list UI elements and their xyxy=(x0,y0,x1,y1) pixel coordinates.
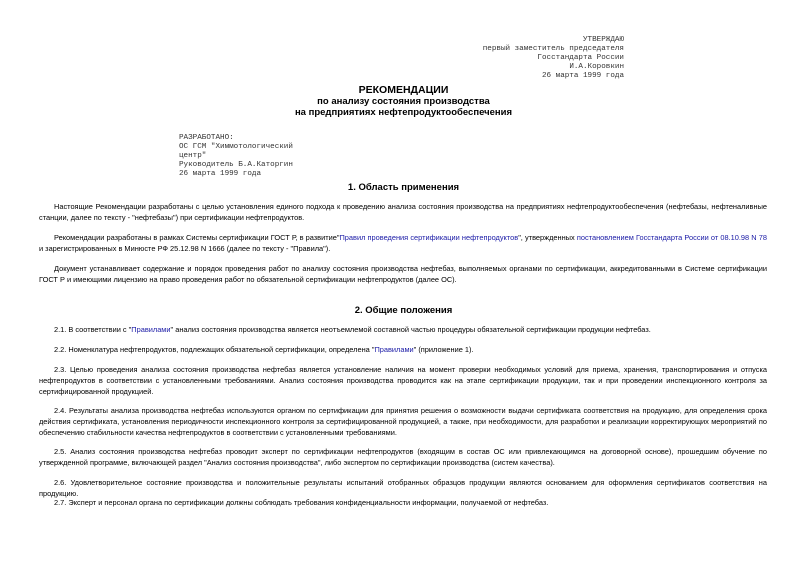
rules-link[interactable]: Правил проведения сертификации нефтепродуктов xyxy=(339,233,519,242)
developer-line: Руководитель Б.А.Каторгин xyxy=(179,161,293,169)
section-heading: 1. Область применения xyxy=(347,182,460,193)
paragraph-text: и зарегистрированных в Минюсте РФ 25.12.98 N 1666 (далее по тексту - "Правила"). xyxy=(39,244,331,253)
rules-link[interactable]: Правилами xyxy=(131,325,171,334)
paragraph-text: 2.1. В соответствии с " xyxy=(54,325,132,334)
title-line: по анализу состояния производства xyxy=(317,96,490,107)
paragraph xyxy=(39,232,767,254)
approval-line: первый заместитель председателя xyxy=(482,45,624,53)
resolution-link[interactable]: постановлением Госстандарта России от 08.10.98 N 78 xyxy=(576,233,767,242)
paragraph: 2.6. Удовлетворительное состояние производства и положительные результаты испытаний отобранных образцов продукции являются основанием для оформления сертификатов соответствия на продукцию. xyxy=(39,478,767,498)
developer-line: 26 марта 1999 года xyxy=(179,170,262,178)
paragraph-text: ", утвержденных xyxy=(518,233,577,242)
approval-line: Госстандарта России xyxy=(537,54,624,62)
paragraph: Документ устанавливает содержание и порядок проведения работ по анализу состояния производства нефтебаз, выполняемых органами по сертификации, аккредитованными в Системе сертификации ГОСТ Р и имеющими лицензию на право проведения работ по обязательной сертификации нефтепродуктов (далее ОС). xyxy=(39,264,767,284)
paragraph: Настоящие Рекомендации разработаны с целью установления единого подхода к проведению анализа состояния производства на предприятиях нефтепродуктообеспечения (нефтебазы, нефтеналивные станции, далее по тексту - "нефтебазы") при сертификации нефтепродуктов. xyxy=(39,202,767,222)
paragraph-text: 2.2. Номенклатура нефтепродуктов, подлежащих обязательной сертификации, определена " xyxy=(54,345,375,354)
paragraph: 2.3. Целью проведения анализа состояния производства нефтебаз является установление наличия на момент проверки необходимых условий для приема, хранения, транспортирования и отпуска нефтепродуктов в соответствии с установленными требованиями. Анализ состояния производства проводится как на этапе сертификации продукции, так и при проведении инспекционного контроля за сертифицированной продукцией. xyxy=(39,365,767,396)
developer-line: ОС ГСМ "Химмотологический xyxy=(179,143,293,151)
section-heading: 2. Общие положения xyxy=(354,305,453,316)
paragraph-text: " анализ состояния производства является неотъемлемой составной частью процедуры обязательной сертификации продукции нефтебаз. xyxy=(170,325,651,334)
paragraph-text: Рекомендации разработаны в рамках Системы сертификации ГОСТ Р, в развитие" xyxy=(54,233,340,242)
approval-block xyxy=(483,36,624,81)
paragraph xyxy=(39,324,767,335)
title-line: на предприятиях нефтепродуктообеспечения xyxy=(294,107,513,118)
developer-line: центр" xyxy=(179,152,207,160)
title-line-main: РЕКОМЕНДАЦИИ xyxy=(358,84,449,96)
rules-link[interactable]: Правилами xyxy=(374,345,414,354)
paragraph-text: " (приложение 1). xyxy=(413,345,474,354)
approval-line: УТВЕРЖДАЮ xyxy=(582,36,624,44)
approval-line: 26 марта 1999 года xyxy=(541,72,624,80)
paragraph: 2.5. Анализ состояния производства нефтебаз проводит эксперт по сертификации нефтепродуктов (входящим в состав ОС или привлекающимся на договорной основе), прошедшим обучение по утвержденной программе, включающей раздел "Анализ состояния производства", либо экспертом по сертификации производства (систем качества). xyxy=(39,447,767,467)
developer-block xyxy=(179,134,293,179)
document-title xyxy=(0,84,807,118)
paragraph: 2.4. Результаты анализа производства нефтебаз используются органом по сертификации для принятия решения о возможности выдачи сертификата соответствия на продукцию, для определения срока действия сертификата, установления периодичности инспекционного контроля за сертифицированной продукцией, а также, при необходимости, для разработки и реализации корректирующих мероприятий по обеспечению стабильности качества нефтепродуктов в соответствии с установленными требованиями. xyxy=(39,406,767,437)
developer-line: РАЗРАБОТАНО: xyxy=(179,134,234,142)
paragraph: 2.7. Эксперт и персонал органа по сертификации должны соблюдать требования конфиденциальности информации, получаемой от нефтебаз. xyxy=(54,498,549,507)
paragraph xyxy=(39,344,767,355)
approval-line: И.А.Коровкин xyxy=(569,63,624,71)
